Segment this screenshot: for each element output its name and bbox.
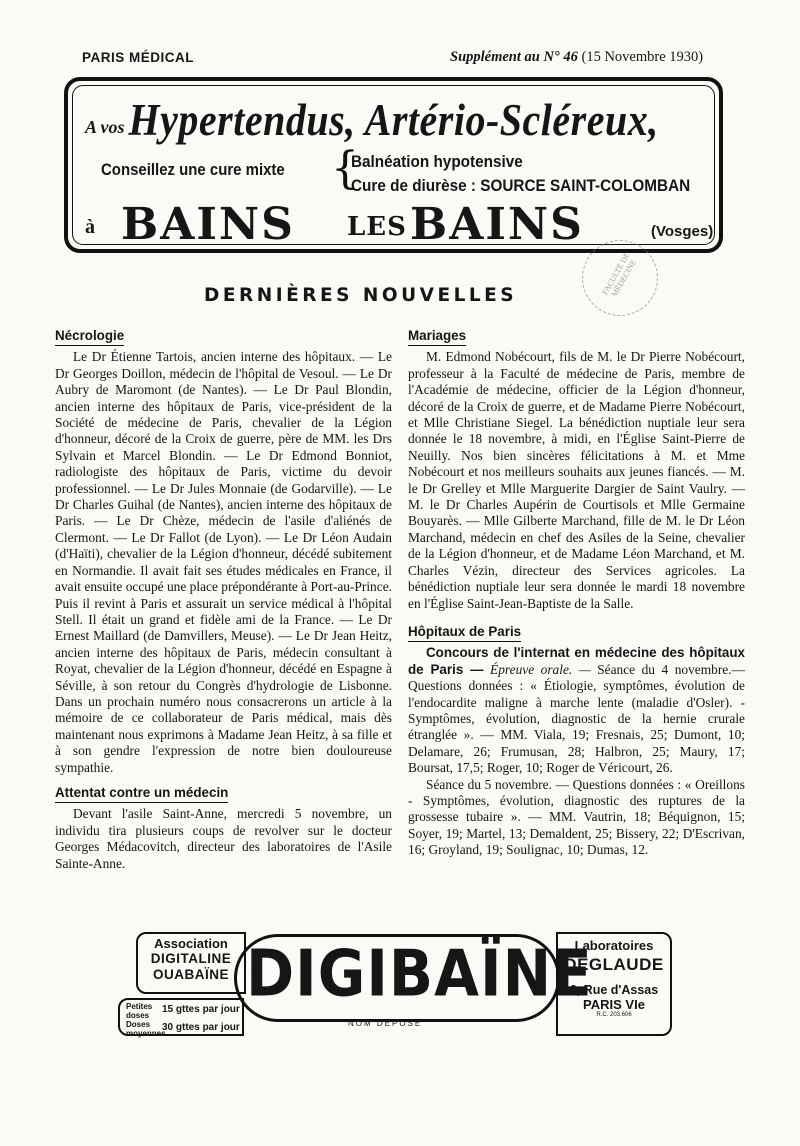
- supplement-line: [450, 49, 703, 66]
- advert-brace: {: [331, 143, 359, 194]
- laboratoires-label: Laboratoires: [574, 938, 654, 953]
- lab-city: PARIS VIe: [583, 997, 645, 1012]
- advert-headline-prefix: A vos: [85, 117, 125, 137]
- advert-treatments: [351, 150, 690, 198]
- attentat-text: Devant l'asile Saint-Anne, mercredi 5 novembre, un individu tira plusieurs coups de revolver sur le docteur Georges Médacovitch, directeur des laboratoires de l'Asile Sainte-Anne.: [55, 806, 392, 871]
- advert-headline-main: Hypertendus, Artério-Scléreux,: [128, 93, 659, 146]
- supplement-number: Supplément au N° 46: [450, 49, 578, 65]
- lab-address: 6, Rue d'Assas: [569, 983, 659, 997]
- stamp-text: FACULTÉ DE MÉDECINE: [600, 250, 639, 299]
- dose-medium-value: 30 gttes par jour: [162, 1022, 240, 1033]
- mariages-text: M. Edmond Nobécourt, fils de M. le Dr Pierre Nobécourt, professeur à la Faculté de médecine de Paris, membre de l'Académie de médecine, officier de la Légion d'honneur, décoré de la Croix de guerre, et de Madame Pierre Nobécourt, et Mlle Christiane Siegel. La bénédiction nuptiale leur sera donnée le 18 novembre, à midi, en l'Église Saint-Pierre de Neuilly. Nos bien sincères félicitations à M. et Mme Nobécourt et nos meilleurs souhaits aux jeunes fiancés. — M. le Dr Grelley et Mlle Marguerite Dargier de Saint Vaulry. — M. le Dr Charles Aupérin de Courtisols et Mlle Germaine Bouyarès. — Mlle Gilberte Marchand, fille de M. le Dr Léon Marchand, médecin en chef des Asiles de la Seine, chevalier de la Légion d'honneur, et de Madame Léon Marchand, et M. Charles Vézin, directeur des Services agricoles. La bénédiction nuptiale leur sera donnée le mardi 18 novembre en l'Église Saint-Jean-Baptiste de la Salle.: [408, 349, 745, 611]
- seance-4-text: Séance du 4 novembre.— Questions données : « Étiologie, symptômes, évolution de l'endocardite maligne à marche lente (maladie d'Osler). - Symptômes, évolution, diagnostic de la hernie crurale étranglée ». — MM. Viala, 19; Fresnais, 25; Dumont, 10; Delamare, 26; Frumusan, 28; Halbron, 25; Maury, 17; Boursat, 17,5; Roger, 10; Roger de Véricourt, 26.: [408, 661, 745, 776]
- laboratory-box: [556, 932, 672, 1036]
- attentat-heading: Attentat contre un médecin: [55, 785, 228, 803]
- dosage-box: [118, 998, 244, 1036]
- necrologie-text: Le Dr Étienne Tartois, ancien interne des hôpitaux. — Le Dr Georges Doillon, médecin de l'hôpital de Vesoul. — Le Dr Aubry de Maromont (de Nantes). — Le Dr Paul Blondin, ancien interne des hôpitaux de Paris, vice-président de la Société de médecine de Paris, chevalier de la Légion d'honneur, décoré de la Croix de guerre, père de MM. les Drs Sylvain et Marcel Blondin. — Le Dr Edmond Bonniot, radiologiste des hôpitaux de Paris, victime du devoir professionnel. — Le Dr Jules Monnaie (de Godarville). — Le Dr Charles Guihal (de Nantes), ancien interne des hôpitaux de Paris. — Le Dr Chèze, médecin de l'asile d'aliénés de Clermont. — Le Dr Fallot (de Lyon). — Le Dr Léon Audain (d'Haïti), chevalier de la Légion d'honneur, décédé subitement en Normandie. Il avait fait ses études médicales en France, il avait ensuite occupé une place prépondérante à Port-au-Prince. Puis il revint à Paris et assurait un service médical à l'hôpital Stell. Il était un grand et fidèle ami de la France. — Le Dr Ernest Maillard (de Damvillers, Meuse). — Le Dr Jean Heitz, ancien interne des hôpitaux de Paris, médecin consultant à Royat, chevalier de la Légion d'honneur, décédé en Espagne à Séville, à son retour du Congrès d'hydrologie de Lisbonne. Dans un prochain numéro nous consacrerons un article à la mémoire de ce collaborateur de Paris médical, mais dès maintenant nous exprimons à Madame Jean Heitz, à sa fille et à son gendre l'expression de notre bien douloureuse sympathie.: [55, 349, 392, 775]
- dose-small-label: Petites doses: [126, 1002, 153, 1020]
- hopitaux-paragraph-2: Séance du 5 novembre. — Questions données : « Oreillons - Symptômes, évolution, diagnostic des ruptures de la grossesse tubaire ». — MM. Vautrin, 18; Béquignon, 15; Soyer, 19; Martel, 13; Demaldent, 25; Bissery, 22; D'Escrivan, 16; Groyland, 19; Soulignac, 10; Dumas, 12.: [408, 776, 745, 858]
- ouabaine-label: OUABAÏNE: [152, 967, 229, 982]
- digibaine-advert: [118, 930, 670, 1048]
- advert-bains-2: BAINS: [410, 199, 584, 250]
- advert-vosges: (Vosges): [651, 223, 714, 240]
- hopitaux-heading: Hôpitaux de Paris: [408, 624, 521, 642]
- association-label: Association: [154, 936, 228, 951]
- advert-conseillez: Conseillez une cure mixte: [101, 160, 285, 179]
- advert-les: LES: [347, 212, 407, 242]
- digitaline-label: DIGITALINE: [150, 951, 232, 966]
- advert-a: à: [85, 216, 95, 238]
- dose-medium-label: Doses moyennes: [126, 1020, 166, 1038]
- concours-title: Concours de l'internat en médecine des hôpitaux de Paris —: [408, 645, 745, 677]
- journal-name: PARIS MÉDICAL: [82, 50, 195, 65]
- left-column: [55, 328, 392, 872]
- brand-name: DIGIBAÏNE: [246, 936, 593, 1011]
- advert-inner-frame: [72, 85, 715, 250]
- advert-balneation: Balnéation hypotensive: [351, 152, 523, 171]
- advert-bains-1: BAINS: [121, 199, 295, 250]
- lab-registration: R.C. 203.606: [596, 1012, 632, 1018]
- page-title: DERNIÈRES NOUVELLES: [204, 285, 518, 306]
- advert-headline: [85, 93, 659, 146]
- necrologie-heading: Nécrologie: [55, 328, 124, 346]
- association-box: [136, 932, 246, 994]
- epreuve-orale: Épreuve orale. —: [483, 661, 591, 677]
- library-stamp: [582, 240, 658, 316]
- right-column: [408, 328, 745, 859]
- advert-cure: Cure de diurèse : SOURCE SAINT-COLOMBAN: [351, 176, 691, 195]
- hopitaux-paragraph-1: [408, 645, 745, 776]
- bains-les-bains-advert: [64, 77, 723, 253]
- dose-small-value: 15 gttes par jour: [162, 1004, 240, 1015]
- mariages-heading: Mariages: [408, 328, 466, 346]
- nom-depose: NOM DÉPOSÉ: [348, 1019, 423, 1028]
- deglaude-label: DEGLAUDE: [564, 955, 664, 974]
- supplement-date: (15 Novembre 1930): [577, 49, 704, 65]
